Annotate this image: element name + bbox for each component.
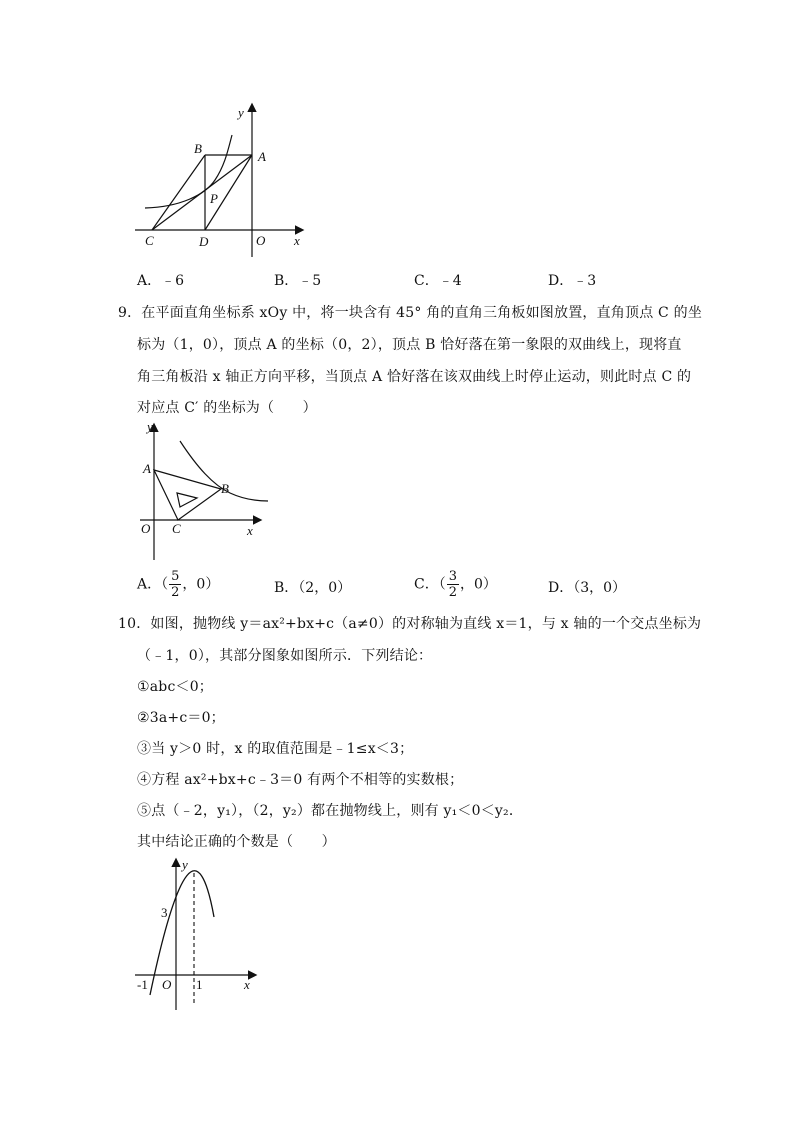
- q9-option-c-numerator: 3: [448, 569, 457, 584]
- q10-figure-svg: [130, 855, 265, 1015]
- q10-statement-2: ②3a+c＝0；: [137, 710, 225, 726]
- q8-figure-svg: [130, 95, 320, 265]
- q9-inner-triangle: [177, 493, 197, 507]
- q10-parabola: [150, 871, 214, 995]
- q10-statement-1: ①abc＜0；: [137, 679, 214, 695]
- q8-label-C: C: [145, 233, 154, 248]
- q10-label-1: 1: [196, 977, 203, 992]
- q8-segment-BC: [152, 155, 205, 230]
- q9-label-B: B: [221, 481, 229, 496]
- q9-option-a[interactable]: [137, 570, 219, 599]
- q9-y-label: y: [147, 419, 153, 434]
- q9-option-a-numerator: 5: [171, 569, 180, 584]
- q8-label-A: A: [258, 149, 266, 164]
- q10-y-label: y: [182, 857, 188, 872]
- q9-option-d[interactable]: D．（3，0）: [548, 580, 627, 596]
- q8-y-label: y: [238, 105, 244, 120]
- q10-label-3: 3: [161, 905, 168, 920]
- q9-option-a-denominator: 2: [171, 585, 180, 600]
- q9-option-a-fraction: [169, 570, 181, 599]
- q10-label-neg1: -1: [137, 977, 148, 992]
- q8-x-label: x: [294, 233, 300, 248]
- q8-label-B: B: [194, 141, 202, 156]
- q10-question-line: 其中结论正确的个数是（ ）: [137, 834, 336, 850]
- q9-label-C: C: [172, 521, 181, 536]
- q10-x-label: x: [244, 977, 250, 992]
- q9-option-c[interactable]: [414, 570, 497, 599]
- q8-label-O: O: [256, 233, 266, 248]
- q9-option-c-suffix: ，0）: [460, 576, 497, 593]
- q9-figure-svg: [135, 415, 270, 565]
- q10-line-2: （﹣1，0），其部分图象如图所示．下列结论：: [137, 648, 433, 664]
- q8-option-d[interactable]: D．﹣3: [548, 273, 597, 289]
- q9-line-3: 角三角板沿 x 轴正方向平移，当顶点 A 恰好落在该双曲线上时停止运动，则此时点 C 的: [137, 369, 692, 385]
- q10-statement-3: ③当 y＞0 时，x 的取值范围是﹣1≤x＜3；: [137, 741, 414, 757]
- q9-line-4: 对应点 C′ 的坐标为（ ）: [137, 400, 317, 416]
- q9-option-c-fraction: [447, 570, 459, 599]
- q8-option-c[interactable]: C．﹣4: [414, 273, 462, 289]
- q8-label-P: P: [210, 191, 218, 206]
- q10-statement-4: ④方程 ax²+bx+c﹣3＝0 有两个不相等的实数根；: [137, 772, 464, 788]
- q9-option-a-suffix: ，0）: [182, 576, 220, 593]
- q9-label-O: O: [141, 521, 151, 536]
- q8-option-a[interactable]: A．﹣6: [137, 273, 185, 289]
- q9-line-1: 9．在平面直角坐标系 xOy 中，将一块含有 45° 角的直角三角板如图放置，直角顶点 C 的坐: [118, 305, 703, 321]
- q10-label-O: O: [162, 977, 172, 992]
- q9-option-c-prefix: C．（: [414, 576, 446, 593]
- q8-curve: [145, 135, 232, 208]
- q9-x-label: x: [247, 523, 253, 538]
- q8-figure: [130, 95, 320, 265]
- q9-option-c-denominator: 2: [448, 585, 457, 600]
- q8-option-b[interactable]: B．﹣5: [274, 273, 322, 289]
- q9-option-b[interactable]: B．（2，0）: [274, 580, 352, 596]
- q9-triangle: [154, 470, 221, 520]
- q9-figure: [135, 415, 270, 565]
- q9-line-2: 标为（1，0），顶点 A 的坐标（0，2），顶点 B 恰好落在第一象限的双曲线上，现将直: [137, 337, 682, 353]
- q10-line-1: 10．如图，抛物线 y＝ax²+bx+c（a≠0）的对称轴为直线 x＝1，与 x 轴的一个交点坐标为: [118, 616, 702, 632]
- q10-figure: [130, 855, 265, 1015]
- q9-option-a-prefix: A．（: [137, 576, 169, 593]
- q9-label-A: A: [143, 461, 151, 476]
- q10-statement-5: ⑤点（﹣2，y₁），（2，y₂）都在抛物线上，则有 y₁＜0＜y₂．: [137, 803, 524, 819]
- q8-label-D: D: [199, 234, 209, 249]
